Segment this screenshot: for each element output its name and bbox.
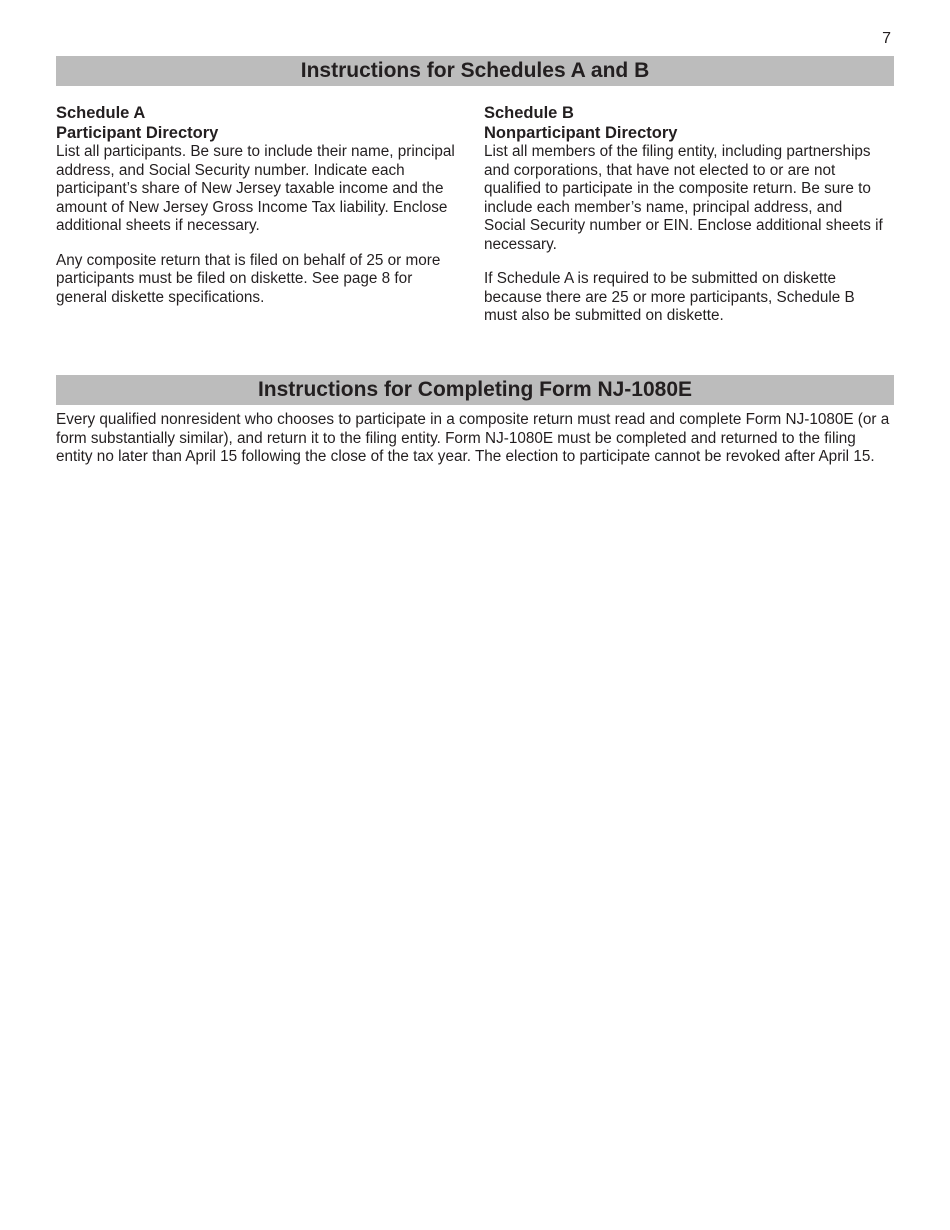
section-title-schedules: Instructions for Schedules A and B [56,56,894,86]
schedule-b-heading: Schedule B [484,104,574,122]
schedule-a-paragraph-2: Any composite return that is filed on behalf of 25 or more participants must be filed on diskette. See page 8 for general diskette specifications. [56,251,441,306]
nj1080e-paragraph: Every qualified nonresident who chooses to participate in a composite return must read and complete Form NJ-1080E (or a form substantially similar), and return it to the filing entity. Form NJ-1080E must be completed and returned to the filing entity no later than April 15 following the close of the tax year. The election to participate cannot be revoked after April 15. [56,411,890,465]
schedule-b-column [484,103,884,342]
schedule-a-subheading: Participant Directory [56,124,219,142]
page-number: 7 [882,30,891,47]
schedule-a-paragraph-1: List all participants. Be sure to include their name, principal address, and Social Security number. Indicate each participant’s share of New Jersey taxable income and the amount of New Jersey Gross Income Tax liability. Enclose additional sheets if necessary. [56,143,455,234]
schedule-b-subheading: Nonparticipant Directory [484,124,678,142]
schedule-a-heading: Schedule A [56,104,146,122]
schedule-a-column [56,103,456,323]
schedule-b-paragraph-1: List all members of the filing entity, including partnerships and corporations, that have not elected to or are not qualified to participate in the composite return. Be sure to include each member’s name, principal address, and Social Security number or EIN. Enclose additional sheets if necessary. [484,143,883,253]
schedule-b-paragraph-2: If Schedule A is required to be submitted on diskette because there are 25 or more participants, Schedule B must also be submitted on diskette. [484,270,855,324]
section-title-nj1080e: Instructions for Completing Form NJ-1080E [56,375,894,405]
